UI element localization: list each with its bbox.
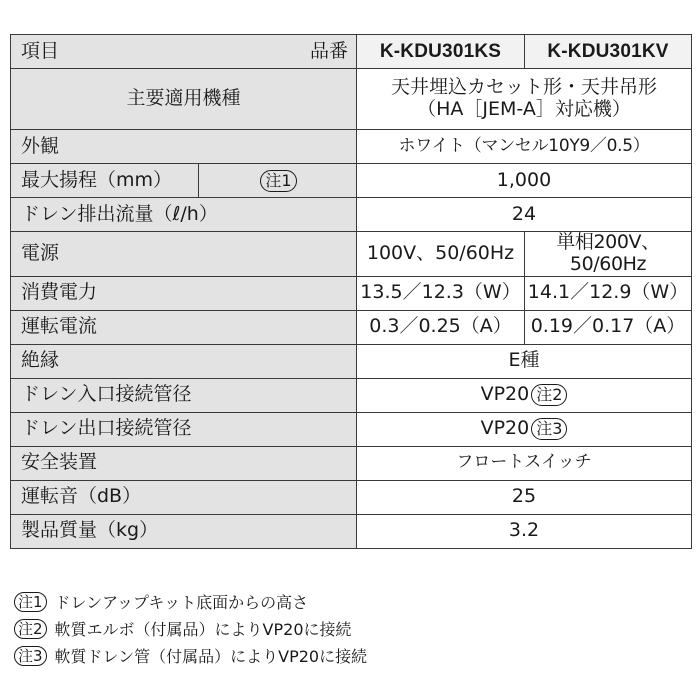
row-value: E種 bbox=[357, 344, 692, 378]
row-value: 1,000 bbox=[357, 164, 692, 198]
row-safety bbox=[11, 446, 692, 480]
row-value bbox=[357, 412, 692, 446]
row-power-source bbox=[11, 232, 692, 277]
note-3-badge: 注3 bbox=[531, 418, 567, 440]
note-2-badge: 注2 bbox=[531, 384, 567, 406]
row-value: 24 bbox=[357, 198, 692, 232]
row-label: 外観 bbox=[11, 130, 357, 164]
row-appearance bbox=[11, 130, 692, 164]
note-2-mark: 注2 bbox=[14, 619, 47, 639]
item-header: 項目 bbox=[21, 39, 60, 62]
note-1-badge: 注1 bbox=[260, 170, 296, 192]
value-kv: 0.19／0.17（A） bbox=[525, 310, 692, 344]
row-value: 3.2 bbox=[357, 514, 692, 548]
row-drain-flow bbox=[11, 198, 692, 232]
row-label: ドレン出口接続管径 bbox=[11, 412, 357, 446]
row-label: 運転電流 bbox=[11, 310, 357, 344]
footnotes bbox=[14, 588, 367, 669]
note-1-mark: 注1 bbox=[14, 592, 47, 612]
row-value: フロートスイッチ bbox=[357, 446, 692, 480]
row-power-consumption bbox=[11, 276, 692, 310]
value-kv: 14.1／12.9（W） bbox=[525, 276, 692, 310]
row-label: ドレン排出流量（ℓ/h） bbox=[11, 198, 357, 232]
row-label: 最大揚程（mm） bbox=[11, 164, 199, 198]
row-label: 製品質量（kg） bbox=[11, 514, 357, 548]
row-noise bbox=[11, 480, 692, 514]
outlet-value: VP20 bbox=[480, 417, 530, 440]
row-value: 25 bbox=[357, 480, 692, 514]
row-label: 電源 bbox=[11, 232, 357, 277]
model-kv: K-KDU301KV bbox=[525, 35, 692, 69]
header-row bbox=[11, 35, 692, 69]
spec-table bbox=[10, 34, 692, 549]
model-ks: K-KDU301KS bbox=[357, 35, 525, 69]
footnote-1 bbox=[14, 588, 367, 615]
row-label: 運転音（dB） bbox=[11, 480, 357, 514]
inlet-value: VP20 bbox=[480, 383, 530, 406]
value-ks: 13.5／12.3（W） bbox=[357, 276, 525, 310]
row-outlet bbox=[11, 412, 692, 446]
row-label: 消費電力 bbox=[11, 276, 357, 310]
footnote-3 bbox=[14, 642, 367, 669]
row-weight bbox=[11, 514, 692, 548]
row-current bbox=[11, 310, 692, 344]
value-ks: 0.3／0.25（A） bbox=[357, 310, 525, 344]
row-max-lift bbox=[11, 164, 692, 198]
note-cell bbox=[199, 164, 357, 198]
footnote-text: ドレンアップキット底面からの高さ bbox=[54, 593, 309, 612]
row-label: 安全装置 bbox=[11, 446, 357, 480]
row-applicable bbox=[11, 69, 692, 130]
row-value bbox=[357, 69, 692, 130]
applicable-line1: 天井埋込カセット形・天井吊形 bbox=[390, 76, 657, 99]
header-cell bbox=[11, 35, 357, 69]
row-inlet bbox=[11, 378, 692, 412]
value-kv: 単相200V、50/60Hz bbox=[525, 232, 692, 277]
row-label: ドレン入口接続管径 bbox=[11, 378, 357, 412]
note-3-mark: 注3 bbox=[14, 646, 47, 666]
footnote-text: 軟質ドレン管（付属品）によりVP20に接続 bbox=[54, 647, 368, 666]
row-label: 絶縁 bbox=[11, 344, 357, 378]
value-ks: 100V、50/60Hz bbox=[357, 232, 525, 277]
applicable-line2: （HA［JEM-A］対応機） bbox=[417, 98, 631, 120]
row-insulation bbox=[11, 344, 692, 378]
footnote-2 bbox=[14, 615, 367, 642]
footnote-text: 軟質エルボ（付属品）によりVP20に接続 bbox=[54, 620, 352, 639]
row-label: 主要適用機種 bbox=[11, 69, 357, 130]
model-number-header: 品番 bbox=[309, 39, 348, 62]
row-value: ホワイト（マンセル10Y9／0.5） bbox=[357, 130, 692, 164]
row-value bbox=[357, 378, 692, 412]
